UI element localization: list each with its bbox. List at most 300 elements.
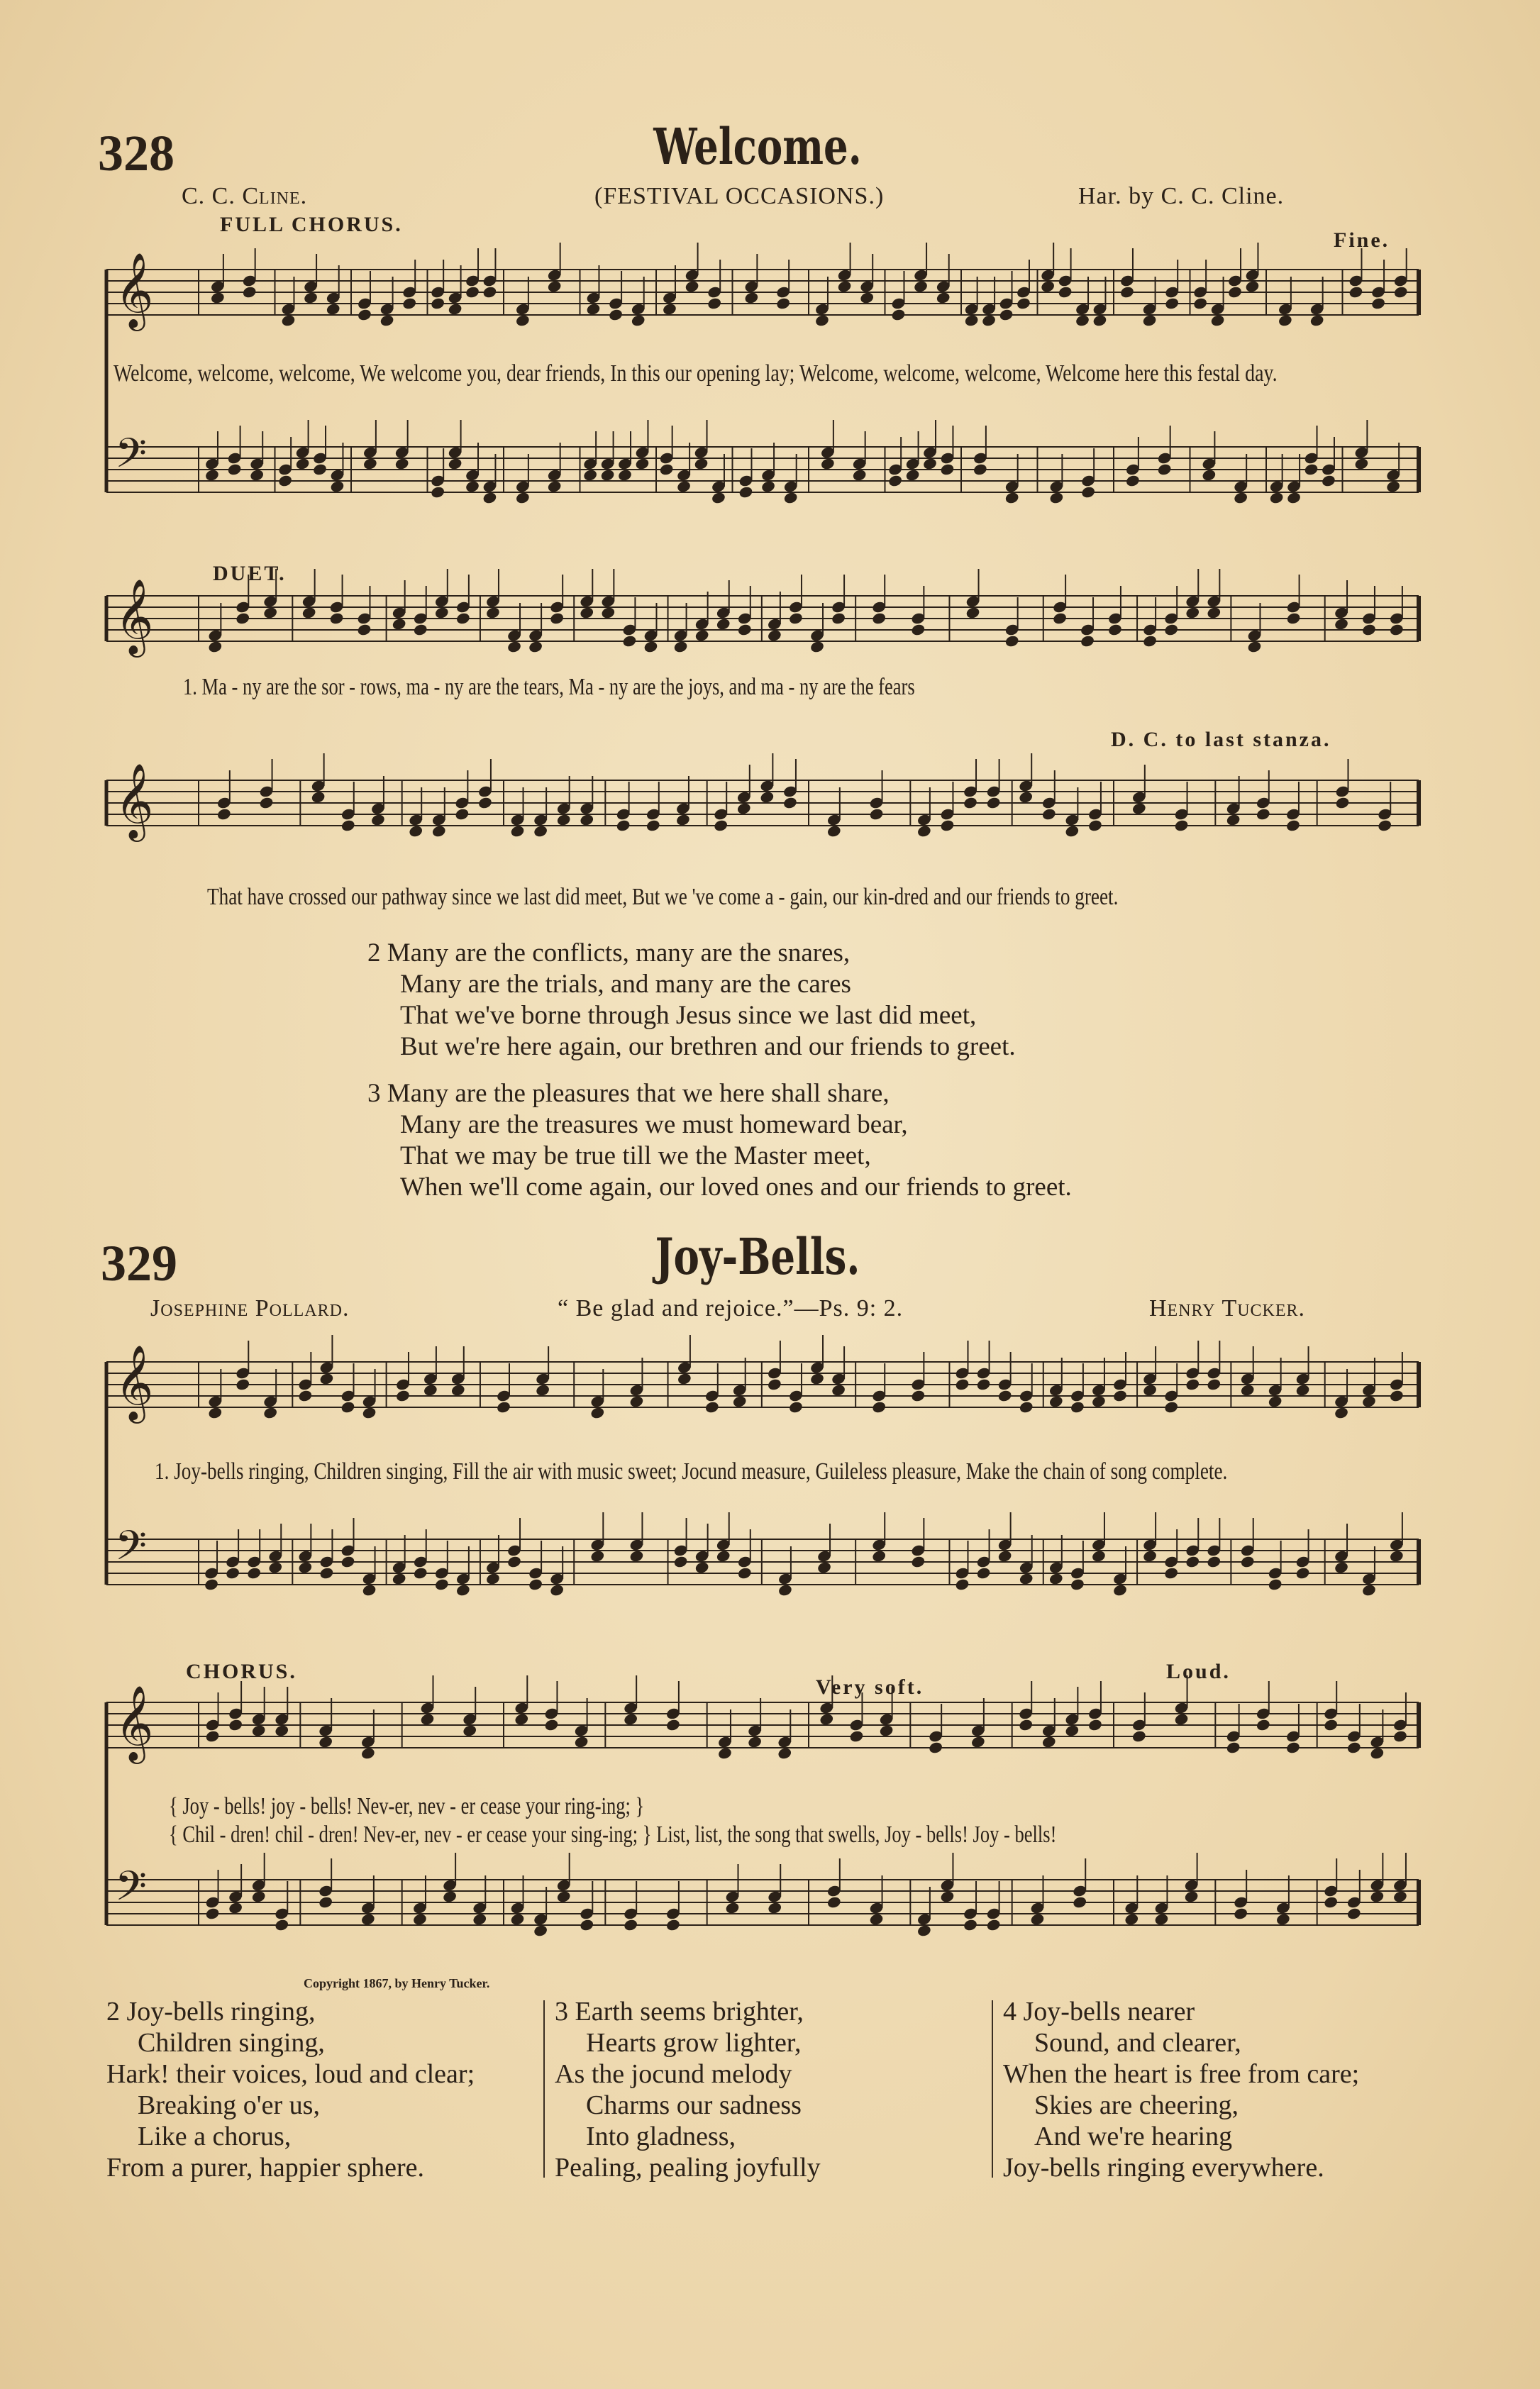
note-head [515, 314, 531, 327]
full-chorus-mark: FULL CHORUS. [220, 213, 403, 236]
note-head [259, 796, 275, 809]
note-head [1131, 1729, 1147, 1743]
note-head [767, 628, 782, 642]
verse-329-3 [555, 1996, 821, 2183]
note-head [574, 1735, 589, 1748]
note-head [589, 1406, 605, 1419]
note-head [911, 623, 926, 636]
note-head [1361, 1583, 1377, 1597]
note-head [1019, 1572, 1034, 1585]
note-head [623, 1918, 638, 1931]
note-head [1065, 1724, 1080, 1737]
note-head [1004, 491, 1020, 504]
note-head [528, 1578, 543, 1591]
note-head [380, 314, 395, 327]
duet-mark: DUET. [213, 562, 287, 585]
note-head [207, 640, 223, 653]
note-head [251, 1890, 267, 1903]
note-head [472, 1912, 487, 1926]
note-head [1080, 485, 1096, 499]
note-head [455, 611, 471, 625]
note-head [643, 640, 659, 653]
note-head [936, 291, 951, 304]
note-head [760, 480, 776, 493]
note-head [1030, 1912, 1046, 1926]
note-head [1393, 285, 1409, 299]
note-head [1268, 1578, 1283, 1591]
note-head [711, 491, 726, 504]
note-head [1131, 802, 1147, 815]
note-head [528, 640, 543, 653]
verse-line: Many are the conflicts, many are the snares, [387, 938, 851, 968]
note-head [1202, 468, 1217, 482]
note-head [704, 1400, 720, 1414]
note-head [1370, 296, 1386, 310]
note-head [1018, 1718, 1034, 1731]
note-head [465, 285, 480, 299]
note-head [694, 1561, 710, 1574]
note-head [1335, 796, 1351, 809]
note-head [831, 1383, 846, 1397]
note-head [207, 1406, 223, 1419]
note-head [1092, 314, 1108, 327]
note-head [1370, 1890, 1385, 1903]
note-head [622, 634, 638, 648]
note-head [879, 1724, 894, 1737]
note-head [1226, 813, 1241, 826]
note-head [589, 1549, 605, 1563]
treble-clef-icon: 𝄞 [115, 1685, 154, 1761]
note-head [450, 1383, 466, 1397]
verse-329-2 [106, 1996, 475, 2183]
note-head [1385, 480, 1401, 493]
note-head [676, 480, 692, 493]
note-head [665, 1918, 681, 1931]
note-head [1091, 1395, 1107, 1408]
verse-329-4 [1003, 1996, 1359, 2183]
verse-number: 4 [1003, 1997, 1016, 2027]
note-head [1334, 617, 1349, 631]
hymn-title-welcome: Welcome. [653, 117, 862, 176]
note-head [1185, 1555, 1200, 1568]
note-head [1087, 1718, 1103, 1731]
note-head [1233, 491, 1248, 504]
note-head [312, 462, 328, 476]
occasion-note: (FESTIVAL OCCASIONS.) [594, 183, 885, 209]
note-head [725, 1901, 741, 1914]
note-head [544, 1718, 560, 1731]
note-head [303, 291, 318, 304]
note-head [976, 1378, 992, 1391]
note-head [1107, 623, 1123, 636]
note-head [911, 1389, 926, 1402]
note-head [1174, 819, 1190, 832]
note-head [1018, 790, 1034, 804]
note-head [1112, 1389, 1128, 1402]
note-head [1075, 314, 1090, 327]
note-head [1361, 623, 1377, 636]
note-head [816, 1561, 832, 1574]
note-head [582, 468, 598, 482]
note-head [510, 1912, 526, 1926]
note-head [392, 1572, 407, 1585]
note-head [401, 296, 417, 310]
note-head [1087, 819, 1103, 832]
note-head [1321, 474, 1336, 487]
note-head [357, 308, 372, 321]
note-head [767, 1901, 782, 1914]
note-head [370, 813, 386, 826]
verse-line: That we may be true till we the Master meet, [400, 1141, 871, 1170]
note-head [579, 1918, 594, 1931]
treble-clef-icon: 𝄞 [115, 1344, 154, 1420]
note-head [1052, 611, 1068, 625]
note-head [430, 296, 445, 310]
note-head [395, 1389, 411, 1402]
note-head [1392, 1729, 1408, 1743]
note-head [826, 824, 842, 838]
note-head [685, 279, 700, 293]
note-head [1285, 819, 1301, 832]
note-head [1304, 462, 1319, 476]
note-head [1295, 1566, 1311, 1580]
treble-clef-icon: 𝄞 [115, 252, 154, 328]
chorus-mark: CHORUS. [186, 1660, 297, 1683]
note-head [1125, 474, 1141, 487]
fine-mark: Fine. [1334, 228, 1390, 252]
note-head [1142, 1383, 1158, 1397]
verse-column-divider [543, 2000, 545, 2178]
note-head [1185, 606, 1200, 619]
note-head [775, 296, 791, 310]
note-head [1354, 457, 1370, 470]
verse-line: That we've borne through Jesus since we last did meet, [400, 1001, 977, 1030]
note-head [1210, 314, 1226, 327]
note-head [1285, 1741, 1301, 1754]
note-head [319, 1372, 335, 1385]
note-head [515, 491, 531, 504]
note-head [318, 1895, 333, 1909]
note-head [225, 1566, 240, 1580]
verse-line: Many are the treasures we must homeward bear, [400, 1110, 908, 1139]
note-head [616, 819, 631, 832]
treble-clef-icon: 𝄞 [115, 763, 154, 838]
note-head [826, 1895, 842, 1909]
note-head [737, 1566, 753, 1580]
note-head [837, 279, 853, 293]
note-head [1227, 285, 1243, 299]
note-head [767, 1378, 782, 1391]
verse-line: Into gladness, [586, 2122, 736, 2151]
note-head [357, 623, 372, 636]
note-head [1163, 623, 1179, 636]
note-head [579, 606, 594, 619]
note-head [662, 302, 677, 316]
note-head [1256, 807, 1271, 821]
verse-line: Like a chorus, [138, 2122, 292, 2151]
note-head [228, 1718, 243, 1731]
note-head [940, 462, 955, 476]
note-head [1163, 1566, 1179, 1580]
note-head [318, 1735, 333, 1748]
note-head [462, 1724, 477, 1737]
note-head [1269, 491, 1285, 504]
composer-credit: Henry Tucker. [1149, 1295, 1306, 1321]
note-head [485, 606, 501, 619]
note-head [556, 813, 572, 826]
note-head [1389, 623, 1405, 636]
note-head [1112, 1583, 1128, 1597]
note-head [442, 1890, 458, 1903]
note-head [277, 474, 293, 487]
verse-line: Earth seems brighter, [575, 1997, 804, 2027]
note-head [579, 813, 594, 826]
note-head [408, 824, 423, 838]
verse-line: Pealing, pealing joyfully [555, 2153, 821, 2183]
note-head [1295, 1383, 1311, 1397]
verse-column-divider [992, 2000, 993, 2178]
hymn-number-329: 329 [101, 1235, 177, 1292]
note-head [928, 1741, 943, 1754]
note-head [976, 1566, 992, 1580]
loud-mark: Loud. [1166, 1660, 1231, 1683]
note-head [506, 640, 522, 653]
lyric-line-chorus-1: { Joy - bells! joy - bells! Nev-er, nev - er cease your ring-ing; } [169, 1793, 645, 1819]
note-head [205, 1907, 221, 1920]
note-head [394, 457, 410, 470]
note-head [1286, 491, 1302, 504]
note-head [455, 1583, 471, 1597]
verse-number: 2 [106, 1997, 120, 2027]
note-head [617, 468, 633, 482]
staff-lines [106, 1880, 1419, 1925]
note-head [849, 1729, 865, 1743]
note-head [547, 279, 563, 293]
note-head [1268, 1395, 1283, 1408]
note-head [707, 296, 722, 310]
note-head [1080, 634, 1095, 648]
verse-line: Children singing, [138, 2028, 325, 2058]
note-head [448, 457, 463, 470]
note-head [549, 611, 565, 625]
note-head [717, 1746, 733, 1760]
note-head [859, 291, 875, 304]
note-head [485, 1572, 501, 1585]
note-head [869, 1912, 885, 1926]
note-head [964, 314, 980, 327]
note-head [871, 1400, 887, 1414]
note-head [506, 1555, 522, 1568]
note-head [783, 491, 799, 504]
note-head [1206, 1555, 1222, 1568]
note-head [362, 457, 378, 470]
note-head [871, 1549, 887, 1563]
lyric-line-duet-1: 1. Ma - ny are the sor - rows, ma - ny are the tears, Ma - ny are the joys, and ma - ny are the fears [183, 674, 915, 700]
note-head [340, 1400, 356, 1414]
very-soft-mark: Very soft. [816, 1675, 924, 1699]
verse-line: Charms our sadness [586, 2090, 802, 2120]
note-head [965, 606, 981, 619]
note-head [1240, 1555, 1256, 1568]
note-head [1206, 606, 1222, 619]
note-head [514, 1712, 529, 1726]
note-head [242, 285, 257, 299]
note-head [732, 1395, 748, 1408]
note-head [360, 1912, 376, 1926]
bass-clef-icon: 𝄢 [115, 1521, 148, 1580]
note-head [814, 314, 830, 327]
note-head [940, 819, 955, 832]
note-head [1004, 634, 1020, 648]
note-head [1334, 1561, 1349, 1574]
note-head [482, 491, 498, 504]
verse-line: Joy-bells ringing everywhere. [1003, 2153, 1324, 2183]
note-head [1206, 1378, 1222, 1391]
note-head [204, 468, 220, 482]
note-head [319, 1566, 335, 1580]
note-head [329, 611, 345, 625]
verse-328-2 [367, 938, 1016, 1063]
note-head [465, 480, 480, 493]
note-head [535, 1383, 550, 1397]
note-head [1334, 1406, 1349, 1419]
note-head [963, 1918, 978, 1931]
note-head [1016, 296, 1031, 310]
verse-line: As the jocund melody [555, 2059, 792, 2089]
note-head [274, 1918, 289, 1931]
note-head [777, 1583, 793, 1597]
note-head [301, 606, 317, 619]
bass-clef-icon: 𝄢 [115, 429, 148, 487]
note-head [646, 819, 661, 832]
note-head [635, 457, 650, 470]
note-head [1346, 1741, 1362, 1754]
note-head [911, 1555, 926, 1568]
note-head [311, 790, 326, 804]
note-head [1124, 1912, 1139, 1926]
note-head [600, 606, 616, 619]
note-head [1142, 634, 1158, 648]
note-head [482, 285, 498, 299]
verse-328-3 [367, 1078, 1072, 1203]
note-head [913, 279, 929, 293]
note-head [1184, 1890, 1200, 1903]
note-head [1049, 491, 1065, 504]
note-head [738, 485, 754, 499]
note-head [1163, 1400, 1179, 1414]
note-head [448, 302, 463, 316]
note-head [986, 796, 1002, 809]
note-head [629, 1395, 645, 1408]
note-head [997, 1389, 1013, 1402]
note-head [1240, 1383, 1256, 1397]
note-head [205, 1729, 221, 1743]
note-head [1247, 640, 1263, 653]
note-head [1323, 1718, 1339, 1731]
note-head [973, 462, 988, 476]
note-head [434, 606, 450, 619]
note-head [782, 796, 798, 809]
verse-line: When we'll come again, our loved ones and our friends to greet. [400, 1173, 1072, 1202]
lyric-line-duet-2: That have crossed our pathway since we last did meet, But we 've come a - gain, our kin-dred and our friends to greet. [207, 884, 1119, 910]
note-head [340, 1555, 356, 1568]
note-head [1142, 1549, 1158, 1563]
note-head [1048, 1572, 1064, 1585]
note-head [412, 1912, 428, 1926]
note-head [297, 1389, 313, 1402]
note-head [963, 796, 978, 809]
note-head [1348, 285, 1364, 299]
note-head [431, 824, 447, 838]
note-head [281, 314, 297, 327]
note-head [1070, 1400, 1085, 1414]
staff-lines [106, 1539, 1419, 1585]
note-head [1275, 1912, 1291, 1926]
note-head [1245, 279, 1261, 293]
note-head [1226, 1741, 1241, 1754]
note-head [905, 468, 921, 482]
note-head [434, 1578, 450, 1591]
verse-line: Joy-bells nearer [1023, 1997, 1195, 2027]
note-head [267, 1561, 283, 1574]
note-head [1040, 279, 1056, 293]
note-head [1157, 462, 1173, 476]
note-head [246, 1566, 262, 1580]
note-head [1278, 314, 1293, 327]
note-head [716, 617, 731, 631]
note-head [1119, 285, 1135, 299]
note-head [871, 611, 887, 625]
note-head [227, 462, 243, 476]
note-head [249, 468, 265, 482]
note-head [623, 1712, 638, 1726]
note-head [330, 480, 345, 493]
author-credit: Josephine Pollard. [150, 1295, 350, 1321]
treble-clef-icon: 𝄞 [115, 578, 154, 654]
music-system-328-3 [106, 763, 1433, 872]
note-head [716, 1549, 731, 1563]
note-head [1070, 1578, 1085, 1591]
note-head [360, 1746, 376, 1760]
copyright-note: Copyright 1867, by Henry Tucker. [304, 1976, 490, 1990]
note-head [1164, 296, 1180, 310]
note-head [955, 1578, 970, 1591]
verse-line: From a purer, happier sphere. [106, 2153, 424, 2183]
note-head [1233, 1907, 1248, 1920]
note-head [295, 457, 311, 470]
verse-line: Hearts grow lighter, [586, 2028, 802, 2058]
lyric-line-chorus: Welcome, welcome, welcome, We welcome you, dear friends, In this our opening lay; Welcome, welcome, welcome, Welcome here this festal day. [113, 360, 1278, 387]
note-head [809, 1372, 825, 1385]
note-head [608, 308, 624, 321]
note-head [736, 802, 752, 815]
note-head [869, 807, 885, 821]
music-system-328-1 [106, 252, 1433, 553]
verse-number: 3 [555, 1997, 568, 2027]
note-head [744, 291, 760, 304]
note-head [737, 623, 753, 636]
note-head [1174, 1712, 1190, 1726]
note-head [533, 1924, 548, 1937]
verse-number: 2 [367, 938, 381, 968]
dc-mark: D. C. to last stanza. [1111, 728, 1331, 751]
note-head [631, 314, 646, 327]
note-head [235, 611, 250, 625]
note-head [556, 1890, 572, 1903]
note-head [413, 1566, 428, 1580]
note-head [547, 480, 563, 493]
note-head [340, 819, 356, 832]
